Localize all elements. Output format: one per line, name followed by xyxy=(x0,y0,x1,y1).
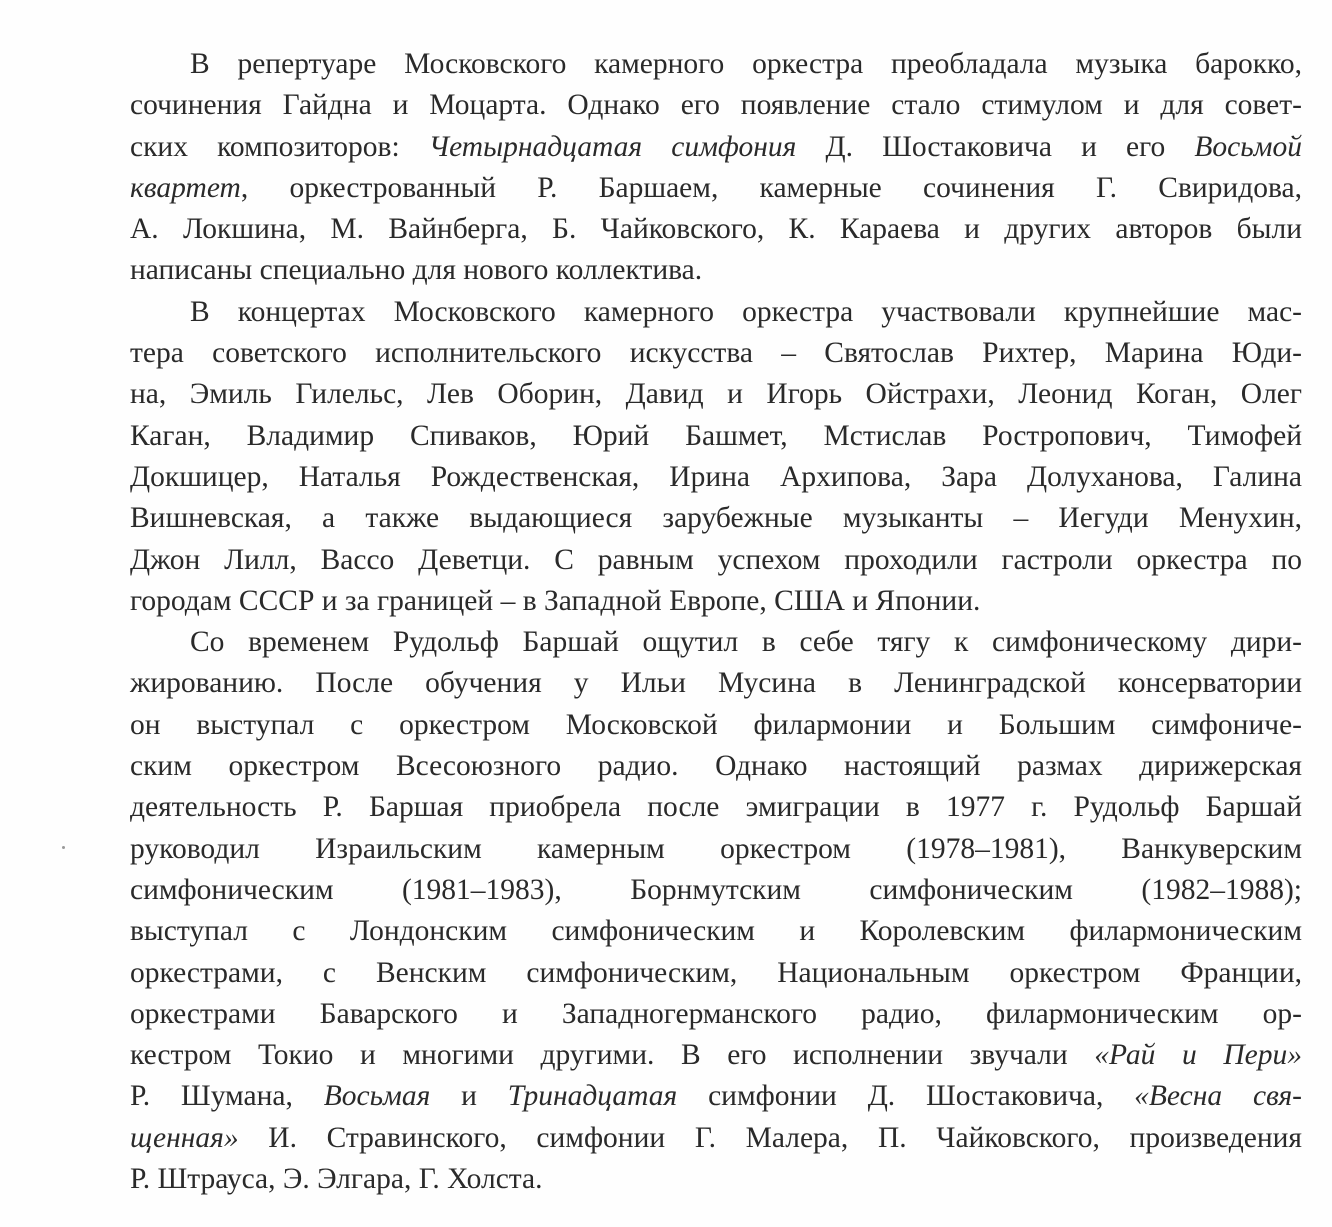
text-run: В репертуаре Московского камерного оркестра преобладала музыка барокко, xyxy=(190,48,1302,80)
italic-title: «Рай и Пери» xyxy=(1094,1039,1302,1072)
text-line xyxy=(130,1035,1302,1076)
text-line xyxy=(130,85,1302,126)
text-run: В концертах Московского камерного оркестра участвовали крупнейшие мас- xyxy=(190,295,1302,328)
text-run: симфонии Д. Шостаковича, xyxy=(677,1080,1135,1113)
text-run: Докшицер, Наталья Рождественская, Ирина Архипова, Зара Долуханова, Галина xyxy=(130,460,1302,493)
text-run: Вишневская, а также выдающиеся зарубежные музыканты – Иегуди Менухин, xyxy=(130,502,1302,535)
paragraph xyxy=(130,44,1302,292)
italic-title: Четырнадцатая симфония xyxy=(428,130,797,163)
italic-title: квартет xyxy=(130,171,241,204)
scan-speck xyxy=(62,846,65,849)
text-line xyxy=(130,622,1302,663)
text-run: городам СССР и за границей – в Западной Европе, США и Японии. xyxy=(130,584,981,617)
text-line xyxy=(130,127,1302,168)
text-line xyxy=(130,911,1302,952)
italic-title: «Весна свя- xyxy=(1134,1080,1302,1113)
italic-title: щенная» xyxy=(130,1121,239,1154)
paragraph xyxy=(130,622,1302,1200)
paragraph xyxy=(130,292,1302,622)
text-line xyxy=(130,209,1302,250)
text-line xyxy=(130,498,1302,539)
text-run: жированию. После обучения у Ильи Мусина в Ленинградской консерватории xyxy=(130,667,1302,700)
text-line xyxy=(130,416,1302,457)
text-line xyxy=(130,540,1302,581)
text-run: Каган, Владимир Спиваков, Юрий Башмет, Мстислав Ростропович, Тимофей xyxy=(130,419,1302,452)
text-line xyxy=(130,333,1302,374)
document-body xyxy=(130,44,1302,1200)
text-line xyxy=(130,1118,1302,1159)
text-run: Р. Шумана, xyxy=(130,1080,324,1113)
text-line xyxy=(130,457,1302,498)
text-line xyxy=(130,374,1302,415)
text-line xyxy=(130,663,1302,704)
text-line xyxy=(130,581,1302,622)
text-run: оркестрами, с Венским симфоническим, Национальным оркестром Франции, xyxy=(130,956,1302,989)
text-run: он выступал с оркестром Московской филармонии и Большим симфониче- xyxy=(130,708,1302,741)
text-run: выступал с Лондонским симфоническим и Королевским филармоническим xyxy=(130,915,1302,948)
text-line xyxy=(130,250,1302,291)
text-run: деятельность Р. Баршая приобрела после эмиграции в 1977 г. Рудольф Баршай xyxy=(130,791,1302,824)
text-run: тера советского исполнительского искусства – Святослав Рихтер, Марина Юди- xyxy=(130,337,1302,370)
text-run: ских композиторов: xyxy=(130,130,429,163)
text-run: оркестрами Баварского и Западногерманского радио, филармоническим ор- xyxy=(130,997,1302,1030)
text-run: , оркестрованный Р. Баршаем, камерные сочинения Г. Свиридова, xyxy=(240,171,1302,204)
text-run: руководил Израильским камерным оркестром (1978–1981), Ванкуверским xyxy=(130,832,1302,865)
text-run: Джон Лилл, Вассо Деветци. С равным успехом проходили гастроли оркестра по xyxy=(130,543,1302,576)
text-line xyxy=(130,1076,1302,1117)
text-line xyxy=(130,746,1302,787)
text-run: на, Эмиль Гилельс, Лев Оборин, Давид и Игорь Ойстрахи, Леонид Коган, Олег xyxy=(130,378,1302,411)
text-line xyxy=(130,1159,1302,1200)
text-line xyxy=(130,292,1302,333)
text-line xyxy=(130,870,1302,911)
text-run: кестром Токио и многими другими. В его исполнении звучали xyxy=(130,1039,1095,1072)
italic-title: Восьмой xyxy=(1194,130,1302,163)
italic-title: Тринадцатая xyxy=(507,1080,678,1113)
text-run: Д. Шостаковича и его xyxy=(796,130,1195,163)
text-run: Со временем Рудольф Баршай ощутил в себе тягу к симфоническому дири- xyxy=(190,626,1302,659)
text-run: написаны специально для нового коллектива. xyxy=(130,254,703,287)
text-run: ским оркестром Всесоюзного радио. Однако настоящий размах дирижерская xyxy=(130,750,1302,783)
text-line xyxy=(130,44,1302,85)
text-line xyxy=(130,953,1302,994)
text-line xyxy=(130,994,1302,1035)
text-line xyxy=(130,168,1302,209)
text-run: И. Стравинского, симфонии Г. Малера, П. Чайковского, произведения xyxy=(238,1121,1302,1154)
text-line xyxy=(130,829,1302,870)
text-run: сочинения Гайдна и Моцарта. Однако его появление стало стимулом и для совет- xyxy=(130,89,1302,122)
text-run: и xyxy=(430,1080,508,1113)
text-run: симфоническим (1981–1983), Борнмутским симфоническим (1982–1988); xyxy=(130,873,1302,906)
text-run: Р. Штрауса, Э. Элгара, Г. Холста. xyxy=(130,1163,543,1196)
text-run: А. Локшина, М. Вайнберга, Б. Чайковского, К. Караева и других авторов были xyxy=(130,213,1302,246)
text-line xyxy=(130,705,1302,746)
italic-title: Восьмая xyxy=(323,1080,431,1113)
text-line xyxy=(130,787,1302,828)
